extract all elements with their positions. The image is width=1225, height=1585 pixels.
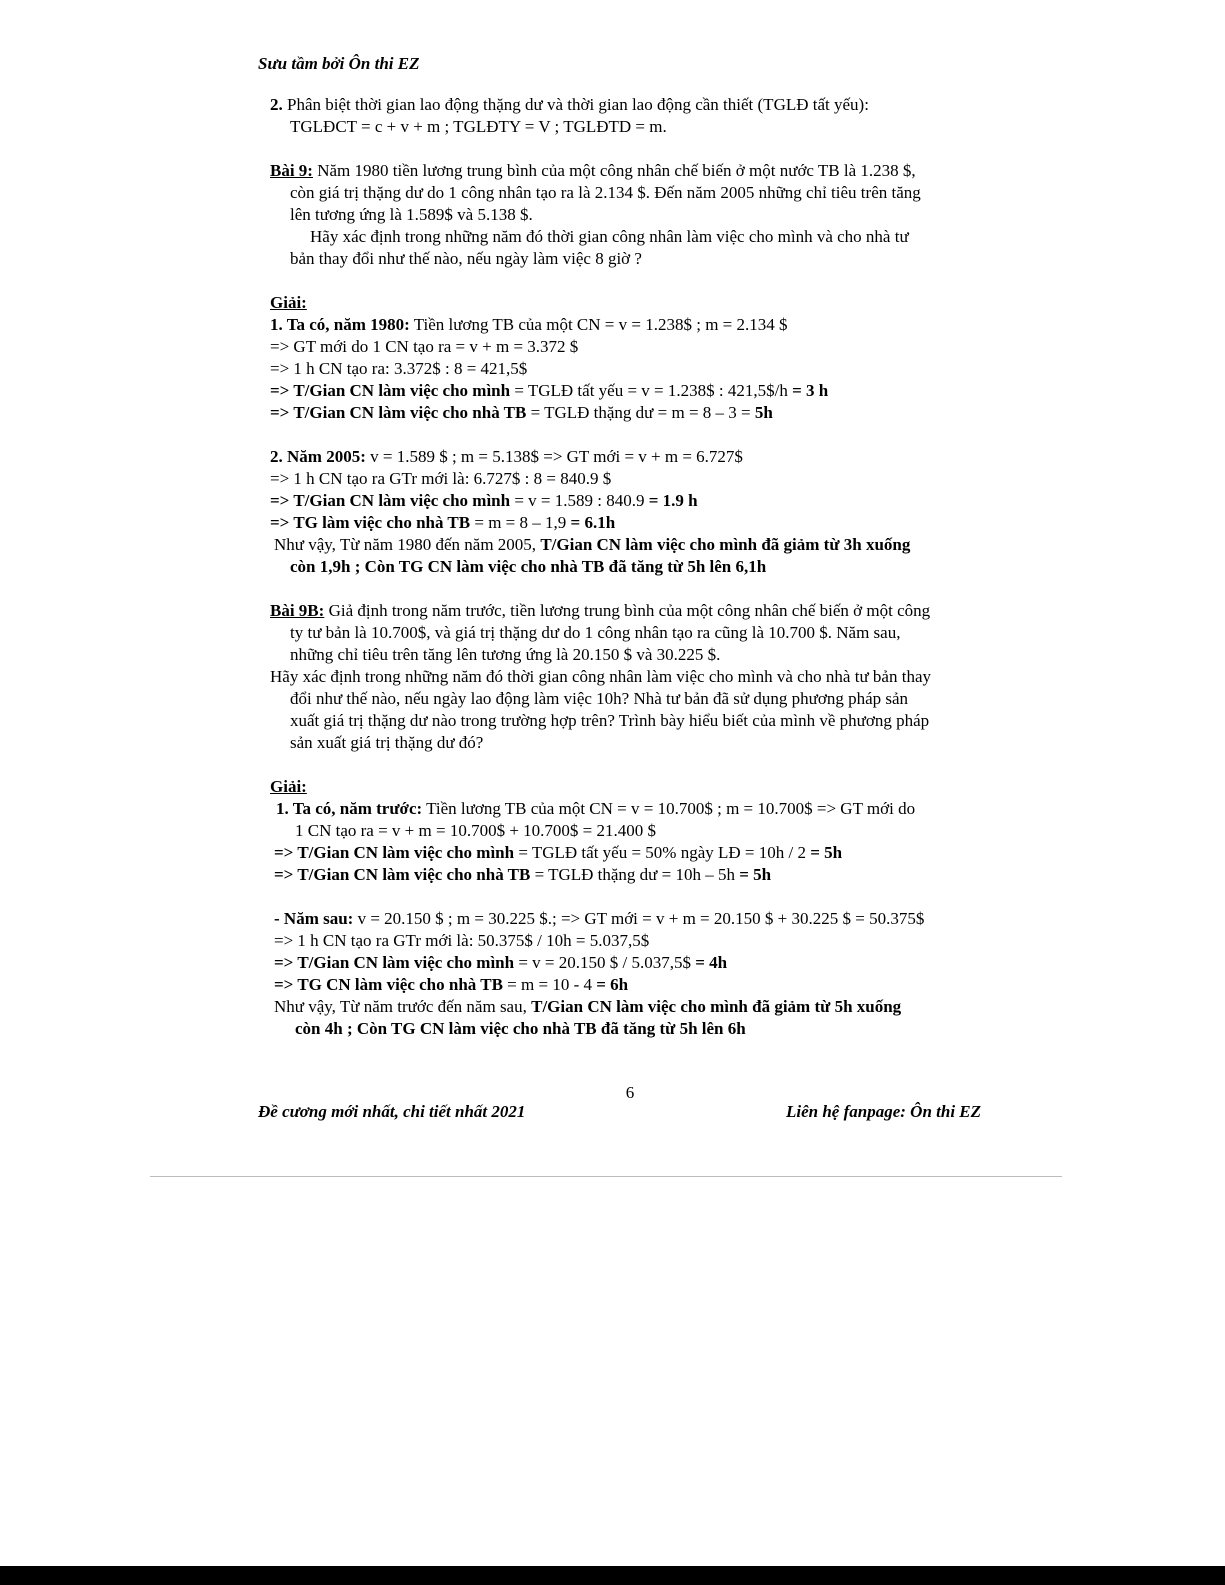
solution-9-line-6: 2. Năm 2005: v = 1.589 $ ; m = 5.138$ => GT mới = v + m = 6.727$ [270,447,743,466]
section-number: 2. [270,95,283,114]
solution-9b-line-1: 1. Ta có, năm trước: Tiền lương TB của một CN = v = 10.700$ ; m = 10.700$ => GT mới do [276,799,916,818]
solution-9-line-9: => TG làm việc cho nhà TB = m = 8 – 1,9 = 6.1h [270,513,616,532]
exercise-9b-line-7: sản xuất giá trị thặng dư đó? [290,733,484,752]
exercise-9b-line-3: những chỉ tiêu trên tăng lên tương ứng là 20.150 $ và 30.225 $. [290,645,721,664]
next-page-edge [0,1566,1225,1585]
exercise-9b-line-1 [270,600,1060,622]
section-2-line-1 [270,94,1060,116]
solution-9b-conclusion-1: Như vậy, Từ năm trước đến năm sau, T/Gian CN làm việc cho mình đã giảm từ 5h xuống [274,997,902,1016]
solution-9-line-4: => T/Gian CN làm việc cho mình = TGLĐ tất yếu = v = 1.238$ : 421,5$/h = 3 h [270,381,829,400]
exercise-label: Bài 9B: [270,601,325,620]
solution-9-line-7: => 1 h CN tạo ra GTr mới là: 6.727$ : 8 = 840.9 $ [270,469,612,488]
exercise-9b-line-4: Hãy xác định trong những năm đó thời gian công nhân làm việc cho mình và cho nhà tư bản thay [270,667,931,686]
footer-right-text: Liên hệ fanpage: Ôn thi EZ [786,1102,982,1121]
exercise-9-line-1 [270,160,1060,182]
page-divider [150,1176,1062,1177]
solution-9b-line-7: => T/Gian CN làm việc cho mình = v = 20.150 $ / 5.037,5$ = 4h [274,953,728,972]
solution-9-line-2: => GT mới do 1 CN tạo ra = v + m = 3.372 $ [270,337,579,356]
page-content [270,94,1060,1040]
exercise-text: Năm 1980 tiền lương trung bình của một công nhân chế biến ở một nước TB là 1.238 $, [312,161,916,180]
solution-9b-line-4: => T/Gian CN làm việc cho nhà TB = TGLĐ thặng dư = 10h – 5h = 5h [274,865,772,884]
solution-9b-line-3: => T/Gian CN làm việc cho mình = TGLĐ tất yếu = 50% ngày LĐ = 10h / 2 = 5h [274,843,843,862]
solution-9-line-5: => T/Gian CN làm việc cho nhà TB = TGLĐ thặng dư = m = 8 – 3 = 5h [270,403,773,422]
solution-9b-conclusion-2: còn 4h ; Còn TG CN làm việc cho nhà TB đã tăng từ 5h lên 6h [295,1019,746,1038]
exercise-9b-line-5: đổi như thế nào, nếu ngày lao động làm việc 10h? Nhà tư bản đã sử dụng phương pháp sản [290,689,909,708]
exercise-9b-line-2: ty tư bản là 10.700$, và giá trị thặng dư do 1 công nhân tạo ra cũng là 10.700 $. Năm sau, [290,623,901,642]
section-text: Phân biệt thời gian lao động thặng dư và thời gian lao động cần thiết (TGLĐ tất yếu): [282,95,869,114]
exercise-text: Giả định trong năm trước, tiền lương trung bình của một công nhân chế biến ở một công [324,601,931,620]
section-2-formula: TGLĐCT = c + v + m ; TGLĐTY = V ; TGLĐTD = m. [290,117,667,136]
solution-9-conclusion-1: Như vậy, Từ năm 1980 đến năm 2005, T/Gian CN làm việc cho mình đã giảm từ 3h xuống [274,535,911,554]
solution-label: Giải: [270,293,307,312]
solution-9-line-1: 1. Ta có, năm 1980: Tiền lương TB của một CN = v = 1.238$ ; m = 2.134 $ [270,315,788,334]
page-header: Sưu tầm bởi Ôn thi EZ [258,54,420,73]
solution-label: Giải: [270,777,307,796]
solution-9b-line-8: => TG CN làm việc cho nhà TB = m = 10 - 4 = 6h [274,975,629,994]
exercise-9-line-2: còn giá trị thặng dư do 1 công nhân tạo ra là 2.134 $. Đến năm 2005 những chỉ tiêu trên tăng [290,183,921,202]
page-number: 6 [625,1083,635,1102]
exercise-label: Bài 9: [270,161,313,180]
solution-9-conclusion-2: còn 1,9h ; Còn TG CN làm việc cho nhà TB đã tăng từ 5h lên 6,1h [290,557,767,576]
footer-left-text: Đề cương mới nhất, chi tiết nhất 2021 [258,1102,526,1121]
solution-9b-line-5: - Năm sau: v = 20.150 $ ; m = 30.225 $.; => GT mới = v + m = 20.150 $ + 30.225 $ = 50.375$ [274,909,925,928]
exercise-9-line-4: Hãy xác định trong những năm đó thời gian công nhân làm việc cho mình và cho nhà tư [310,227,909,246]
solution-9b-line-6: => 1 h CN tạo ra GTr mới là: 50.375$ / 10h = 5.037,5$ [274,931,650,950]
exercise-9-line-3: lên tương ứng là 1.589$ và 5.138 $. [290,205,533,224]
exercise-9b-line-6: xuất giá trị thặng dư nào trong trường hợp trên? Trình bày hiểu biết của mình về phương pháp [290,711,930,730]
exercise-9-line-5: bản thay đổi như thế nào, nếu ngày làm việc 8 giờ ? [290,249,642,268]
solution-9-line-3: => 1 h CN tạo ra: 3.372$ : 8 = 421,5$ [270,359,528,378]
solution-9b-line-2: 1 CN tạo ra = v + m = 10.700$ + 10.700$ = 21.400 $ [295,821,657,840]
solution-9-line-8: => T/Gian CN làm việc cho mình = v = 1.589 : 840.9 = 1.9 h [270,491,698,510]
